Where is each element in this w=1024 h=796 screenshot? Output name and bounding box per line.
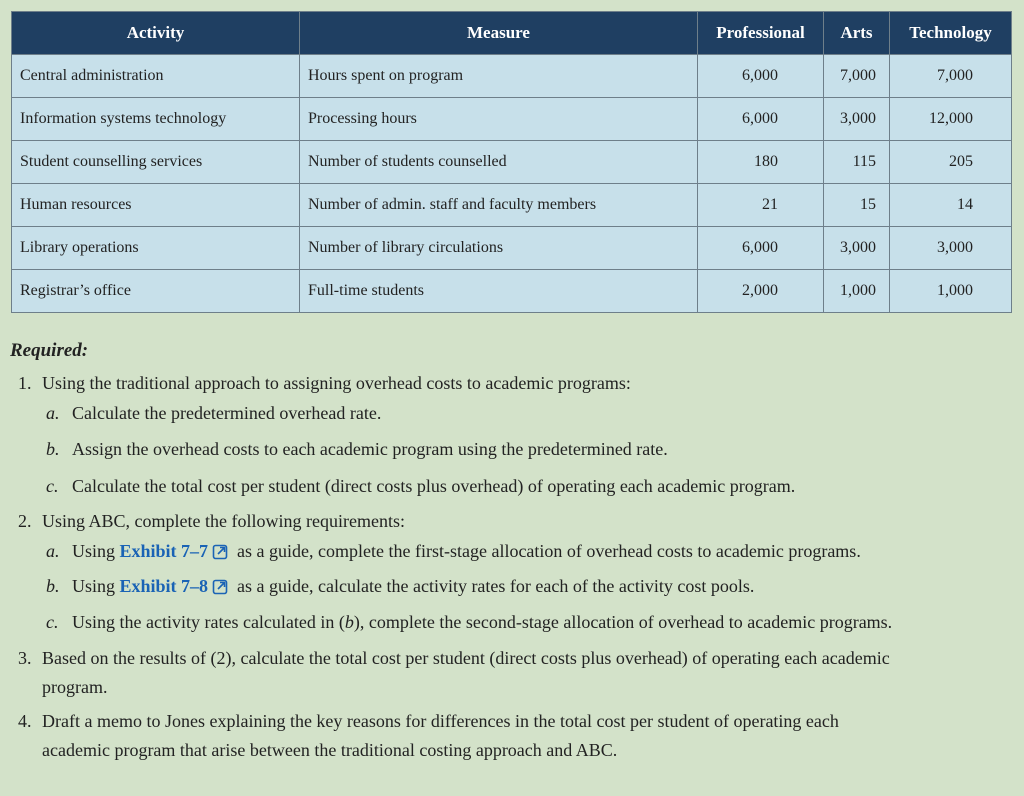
sub-text-prefix: Using the activity rates calculated in (	[72, 612, 345, 632]
question-3-continuation: program.	[42, 677, 108, 697]
activity-cell: Human resources	[12, 184, 300, 227]
question-1c	[46, 476, 795, 497]
table-row	[12, 227, 1012, 270]
header-technology: Technology	[890, 12, 1012, 55]
question-1	[18, 373, 631, 394]
professional-cell: 6,000	[698, 98, 824, 141]
external-link-icon[interactable]	[212, 578, 229, 600]
required-heading: Required:	[10, 340, 89, 361]
measure-cell: Processing hours	[300, 98, 698, 141]
arts-cell: 3,000	[824, 227, 890, 270]
question-3	[18, 648, 890, 669]
measure-cell: Number of admin. staff and faculty members	[300, 184, 698, 227]
sub-text-suffix: as a guide, calculate the activity rates for each of the activity cost pools.	[237, 576, 755, 596]
question-2b	[46, 576, 754, 600]
sub-text-prefix: Using	[72, 576, 120, 596]
exhibit-7-8-link[interactable]: Exhibit 7–8	[119, 576, 209, 596]
measure-cell: Number of students counselled	[300, 141, 698, 184]
sub-text-suffix: ), complete the second-stage allocation of overhead to academic programs.	[353, 612, 893, 632]
question-1b	[46, 439, 668, 460]
table-row	[12, 184, 1012, 227]
sub-text: Assign the overhead costs to each academic program using the predetermined rate.	[72, 439, 668, 459]
question-text: Using ABC, complete the following requirements:	[42, 511, 405, 531]
cost-driver-table-container	[11, 11, 1012, 313]
question-text: Draft a memo to Jones explaining the key reasons for differences in the total cost per student of operating each	[42, 711, 839, 731]
header-measure: Measure	[300, 12, 698, 55]
question-2a	[46, 541, 861, 565]
question-2	[18, 511, 405, 532]
activity-cell: Registrar’s office	[12, 270, 300, 313]
cost-driver-table	[11, 11, 1012, 313]
arts-cell: 7,000	[824, 55, 890, 98]
activity-cell: Information systems technology	[12, 98, 300, 141]
table-row	[12, 98, 1012, 141]
question-text: Based on the results of (2), calculate the total cost per student (direct costs plus overhead) of operating each academic	[42, 648, 890, 668]
sub-label: b.	[46, 576, 60, 596]
sub-label: c.	[46, 476, 59, 496]
sub-text: Calculate the total cost per student (direct costs plus overhead) of operating each academic program.	[72, 476, 796, 496]
activity-cell: Library operations	[12, 227, 300, 270]
activity-cell: Student counselling services	[12, 141, 300, 184]
external-link-icon[interactable]	[212, 543, 229, 565]
sub-label: b.	[46, 439, 60, 459]
sub-label: a.	[46, 541, 60, 561]
activity-cell: Central administration	[12, 55, 300, 98]
sub-label: a.	[46, 403, 60, 423]
header-arts: Arts	[824, 12, 890, 55]
technology-cell: 1,000	[890, 270, 1012, 313]
question-1a	[46, 403, 381, 424]
question-number: 1.	[18, 373, 32, 393]
measure-cell: Number of library circulations	[300, 227, 698, 270]
sub-label: c.	[46, 612, 59, 632]
sub-text-italic: b	[344, 612, 354, 632]
measure-cell: Full-time students	[300, 270, 698, 313]
measure-cell: Hours spent on program	[300, 55, 698, 98]
exhibit-7-7-link[interactable]: Exhibit 7–7	[119, 541, 209, 561]
question-4-continuation: academic program that arise between the traditional costing approach and ABC.	[42, 740, 618, 760]
header-professional: Professional	[698, 12, 824, 55]
professional-cell: 6,000	[698, 227, 824, 270]
question-text: Using the traditional approach to assigning overhead costs to academic programs:	[42, 373, 631, 393]
professional-cell: 2,000	[698, 270, 824, 313]
question-number: 4.	[18, 711, 32, 731]
arts-cell: 3,000	[824, 98, 890, 141]
question-number: 3.	[18, 648, 32, 668]
question-4	[18, 711, 839, 732]
question-number: 2.	[18, 511, 32, 531]
technology-cell: 14	[890, 184, 1012, 227]
sub-text-prefix: Using	[72, 541, 120, 561]
technology-cell: 7,000	[890, 55, 1012, 98]
professional-cell: 21	[698, 184, 824, 227]
table-header-row	[12, 12, 1012, 55]
arts-cell: 1,000	[824, 270, 890, 313]
question-2c	[46, 612, 892, 633]
professional-cell: 180	[698, 141, 824, 184]
table-row	[12, 141, 1012, 184]
sub-text-suffix: as a guide, complete the first-stage allocation of overhead costs to academic programs.	[237, 541, 861, 561]
technology-cell: 3,000	[890, 227, 1012, 270]
sub-text: Calculate the predetermined overhead rate.	[72, 403, 382, 423]
table-row	[12, 55, 1012, 98]
arts-cell: 15	[824, 184, 890, 227]
technology-cell: 205	[890, 141, 1012, 184]
professional-cell: 6,000	[698, 55, 824, 98]
arts-cell: 115	[824, 141, 890, 184]
table-row	[12, 270, 1012, 313]
technology-cell: 12,000	[890, 98, 1012, 141]
header-activity: Activity	[12, 12, 300, 55]
